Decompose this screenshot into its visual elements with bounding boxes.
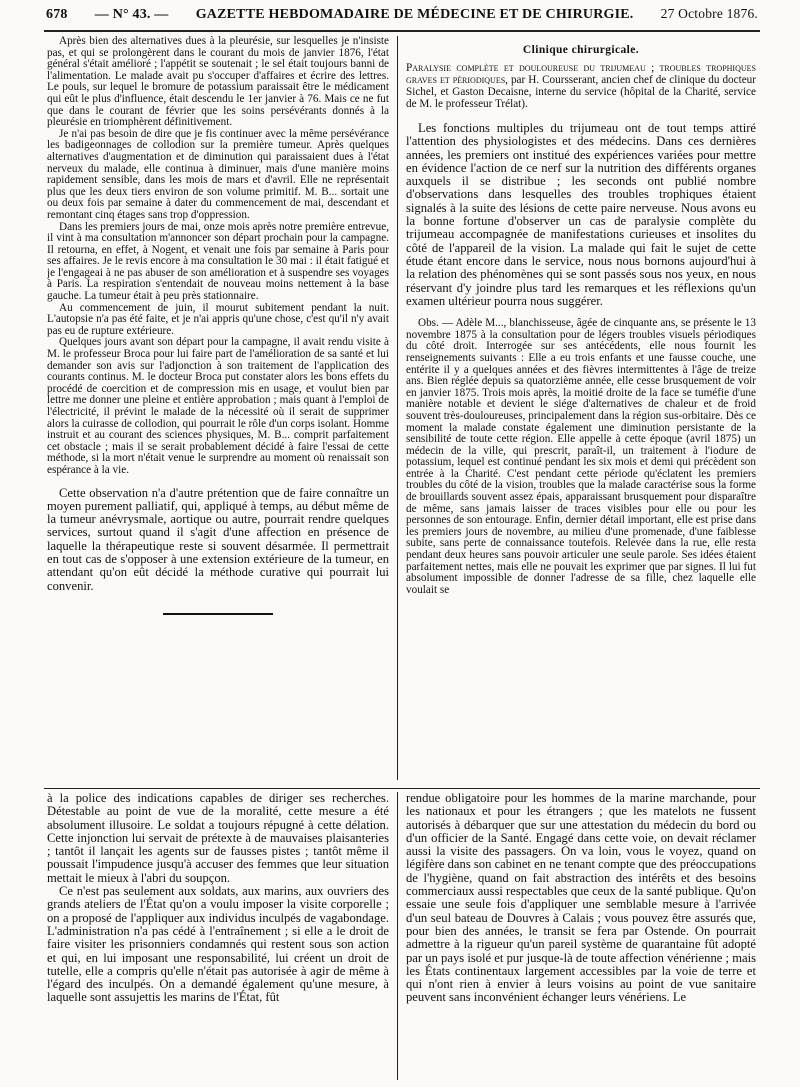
right-column-bottom	[406, 792, 756, 1080]
article-title: Paralysie complète et douloureuse du trijumeau ; troubles trophiques graves et périodiques,	[406, 62, 756, 86]
running-header	[46, 6, 758, 28]
header-rule	[44, 30, 760, 32]
paragraph: Dans les premiers jours de mai, onze mois après notre première entrevue, il vint à ma consultation m'annoncer son départ prochain pour la campagne. Il retourna, en effet, à Nogent, et venait une fois par semaine à Paris pour ses affaires. Je le revis encore à ma consultation le 30 mai : il était fatigué et je l'engageai à ne pas abuser de son amélioration et à suspendre ses voyages à Paris. La respiration s'entendait de nouveau moins nettement à la base gauche. La tumeur était à peu près stationnaire.	[47, 220, 389, 303]
paragraph: rendue obligatoire pour les hommes de la marine marchande, pour les nationaux et pour les étrangers ; que les matelots ne fussent autorisés à débarquer que sur une attestation du médecin du bord ou d'un officier de la Santé. Engagé dans cette voie, on devait réclamer aussi la visite des passagers. On va loin, vous le voyez, quand on légifère dans son cabinet en ne tenant compte que des préoccupations de l'hygiène, quand on fait abstraction des intérêts et des besoins commerciaux aussi respectables que ceux de la santé publique. Qu'on essaie une seule fois d'appliquer une semblable mesure à l'arrivée d'un seul bateau de Douvres à Calais ; vous pouvez être assurés que, pour bien des années, le transit se fera par Ostende. On pourrait admettre à la rigueur qu'un pareil système de quarantaine fût adopté par un pays isolé et pur jusque-là de toute affection vénérienne ; mais les États continentaux largement accessibles par la voie de terre et qui n'ont rien à envier à leurs voisins au point de vue sanitaire peuvent sans inconvénient échanger leurs vénériens. Le	[406, 792, 756, 1005]
section-separator	[44, 788, 760, 789]
right-column-top	[406, 36, 756, 781]
page-number: 678	[46, 7, 68, 22]
journal-title: GAZETTE HEBDOMADAIRE DE MÉDECINE ET DE CHIRURGIE.	[195, 7, 634, 22]
section-title: Clinique chirurgicale.	[522, 44, 640, 56]
paragraph: Ce n'est pas seulement aux soldats, aux marins, aux ouvriers des grands ateliers de l'État qu'on a voulu imposer la visite corporelle ; on a proposé de l'appliquer aux individus inculpés de vagabondage. L'administration n'a pas cédé à l'entraînement ; si elle a le droit de faire visiter les prisonniers condamnés qui restent sous son action et qui, en lui imposant une responsabilité, lui créent un droit de tutelle, elle a compris qu'elle n'était pas autorisée à agir de même à l'égard des inculpés. On a demandé également qu'une mesure, à laquelle sont assujettis les marins de l'État, fût	[47, 884, 389, 1005]
conclusion-paragraph: Cette observation n'a d'autre prétention que de faire connaître un moyen purement palliatif, qui, appliqué à temps, au début même de la tumeur anévrysmale, aortique ou autre, pourrait rendre quelques services, surtout quand il s'agit d'une affection en présence de laquelle la thérapeutique reste si souvent désarmée. Il permettrait en tout cas de s'opposer à une extension extérieure de la tumeur, en attendant qu'on eût décidé la méthode curative qui pourrait lui convenir.	[47, 485, 389, 593]
column-divider-bottom	[397, 792, 398, 1080]
paragraph: Après bien des alternatives dues à la pleurésie, sur lesquelles je n'insiste pas, et qui se prolongèrent dans le courant du mois de janvier 1876, l'état général s'était amélioré ; l'appétit se soutenait ; le sel était toujours banni de l'alimentation. Le malade avait pu s'occuper d'affaires et écrire des lettres. Le pouls, sur lequel le bromure de potassium paraissait être le médicament qui eût le plus d'influence, était descendu le 1er janvier à 76. Mais ce ne fut que dans le courant de février que les soins persévérants donnés à la pleurésie en triomphèrent définitivement.	[47, 36, 389, 129]
paragraph: à la police des indications capables de diriger ses recherches. Détestable au point de vue de la moralité, cette mesure a été absolument illusoire. Le soldat a toujours répugné à cette délation. Cette injonction lui servait de prétexte à de mauvaises plaisanteries ; tantôt il lançait les agents sur de fausses pistes ; tantôt même il poussait l'impudence jusqu'à accuser des femmes que leur situation mettait le mieux à l'abri du soupçon.	[47, 792, 389, 885]
article-authors: par H. Coursserant, ancien chef de clinique du docteur Sichel, et Gaston Decaisne, interne du service (hôpital de la Charité, service de M. le professeur Trélat).	[406, 74, 756, 110]
article-heading	[406, 62, 756, 110]
paragraph: Je n'ai pas besoin de dire que je fis continuer avec la même persévérance les badigeonnages de collodion sur la première tumeur. Après quelques alternatives d'augmentation et de diminution qui paraissaient dues à l'état nerveux du malade, elle continua à diminuer, mais d'une manière moins rapidement sensible, dans les mois de mars et d'avril. Elle ne représentait plus que les deux tiers environ de son volume primitif. M. B... sortait une ou deux fois par semaine à dater du commencement de mai, descendant et remontant cinq étages sans trop d'oppression.	[47, 127, 389, 221]
left-column-bottom	[47, 792, 389, 1080]
column-divider-top	[397, 36, 398, 780]
issue-date: 27 Octobre 1876.	[660, 6, 758, 21]
observation-paragraph: Obs. — Adèle M..., blanchisseuse, âgée de cinquante ans, se présente le 13 novembre 1875 à la consultation pour de légers troubles visuels périodiques du côté droit. Interrogée sur ses antécédents, elle nous fournit les renseignements suivants : Elle a eu trois enfants et une fausse couche, une entérite il y a quelques années et des fièvres intermittentes à l'âge de treize ans. Bien réglée depuis sa quatorzième année, elle cesse brusquement de voir en janvier 1875. Trois mois après, la moitié droite de la face se tuméfie d'une manière notable et devient le siége d'alternatives de chaleur et de froid souvent très-douloureuses, principalement dans la région sus-orbitaire. Dès ce moment la malade constate également une diminution persistante de la sensibilité de toute cette région. Elle appelle à cette époque (avril 1875) un médecin de la ville, qui prescrit, paraît-il, un traitement à l'iodure de potassium, lequel est continué pendant les six mois et demi qui précèdent son entrée à la Charité. C'est pendant cette période qu'éclatent les premiers troubles du côté de la vision, troubles que la malade caractérise sous la forme de brouillards souvent assez épais, apparaissant brusquement pour disparaître de même, sans jamais laisser de traces visibles pour elle ou pour les personnes de son entourage. Enfin, dernier détail important, elle est prise dans les premiers jours de novembre, au milieu d'une promenade, d'une faiblesse subite, sans perte de connaissance toutefois. Relevée dans la rue, elle resta pendant deux heures sans pouvoir articuler une seule parole. Ses idées étaient parfaitement nettes, mais elle ne pouvait les exprimer que par signes. Il lui fut absolument impossible de donner l'adresse de sa fille, chez laquelle elle voulait se	[406, 317, 756, 596]
paragraph: Quelques jours avant son départ pour la campagne, il avait rendu visite à M. le professeur Broca pour lui faire part de l'amélioration de sa santé et lui demander son avis sur l'adjonction à son traitement de l'application des courants continus. M. le docteur Broca put constater alors les bons effets du procédé de coercition et de compression mis en usage, et voulut bien par lettre me donner une pleine et entière approbation ; mais quant à l'emploi de l'électricité, il prévint le malade de la nécessité où il serait de supprimer alors la cuirasse de collodion, qui pourrait le rôle d'un corps isolant. Homme instruit et au courant des sciences physiques, M. B... comprit parfaitement cet obstacle ; mais il se serait probablement décidé à faire l'essai de cette méthode, si la mort n'était venue le surprendre au moment où renaissait son espérance à la vie.	[47, 336, 389, 476]
issue-number: — N° 43. —	[94, 7, 169, 22]
left-column-top	[47, 36, 389, 781]
paragraph: Au commencement de juin, il mourut subitement pendant la nuit. L'autopsie n'a pas été faite, et je n'ai appris qu'une chose, c'est qu'il n'y avait pas eu de rupture extérieure.	[47, 301, 389, 337]
intro-paragraph: Les fonctions multiples du trijumeau ont de tout temps attiré l'attention des physiologistes et des médecins. Dans ces dernières années, les premiers ont institué des expériences variées pour mettre en évidence l'action de ce nerf sur la nutrition des différents organes auxquels il se distribue ; les seconds ont publié nombre d'observations dans lesquelles des troubles trophiques étaient signalés à la suite des lésions de cette paire nerveuse. Nous avons eu la bonne fortune d'observer un cas de paralysie complète du trijumeau accompagnée de manifestations curieuses et insolites du côté de l'appareil de la vision. La malade qui fait le sujet de cette étude étant encore dans le service, nous nous bornons aujourd'hui à la relation des phénomènes qui se sont passés sous nos yeux, en nous réservant d'y joindre plus tard les remarques et les réflexions qu'un examen ultérieur pourra nous suggérer.	[406, 121, 756, 308]
end-of-article-rule	[163, 613, 273, 615]
